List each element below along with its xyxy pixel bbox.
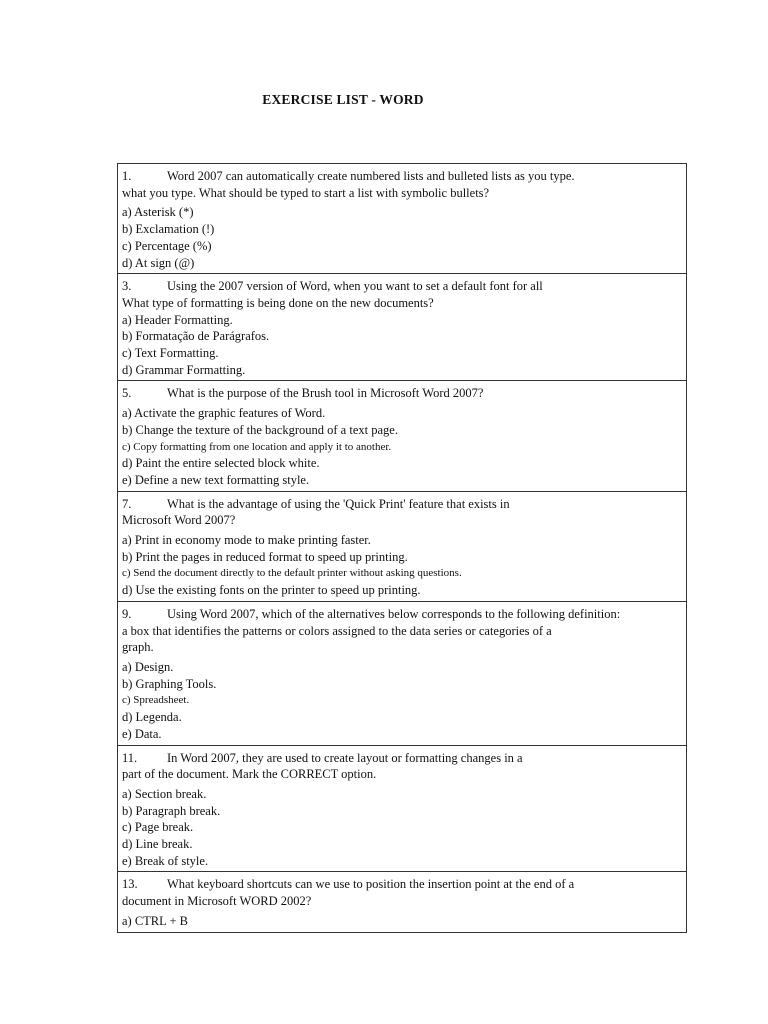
answer-option: d) Grammar Formatting. [122,362,246,377]
answer-options [122,312,682,379]
answer-option: c) Copy formatting from one location and apply it to another. [122,440,392,453]
question-row [118,381,687,491]
answer-option: b) Paragraph break. [122,803,221,818]
answer-option: a) Asterisk (*) [122,205,194,220]
question-cell [118,491,687,601]
question-text: document in Microsoft WORD 2002? [122,894,312,909]
answer-option: c) Page break. [122,820,194,835]
question-table [117,163,687,933]
question-text: what you type. What should be typed to start a list with symbolic bullets? [122,185,490,200]
question-text: graph. [122,640,154,655]
question-text: 13. What keyboard shortcuts can we use to position the insertion point at the end of a [122,877,575,892]
question-text: Microsoft Word 2007? [122,513,236,528]
answer-option: c) Percentage (%) [122,238,212,253]
answer-option: d) Legenda. [122,710,182,725]
answer-option: c) Send the document directly to the default printer without asking questions. [122,567,462,580]
answer-option: b) Exclamation (!) [122,222,215,237]
answer-option: d) At sign (@) [122,255,195,270]
answer-option: e) Define a new text formatting style. [122,472,310,487]
question-number: 3. [122,279,132,294]
question-number: 13. [122,877,138,892]
question-row [118,274,687,381]
question-number: 7. [122,496,132,511]
answer-option: a) CTRL + B [122,913,188,928]
question-cell [118,872,687,932]
question-text: part of the document. Mark the CORRECT option. [122,767,377,782]
question-text: 5. What is the purpose of the Brush tool in Microsoft Word 2007? [122,386,484,401]
answer-option: a) Print in economy mode to make printing faster. [122,533,371,548]
question-cell [118,745,687,872]
answer-options [122,405,682,489]
answer-options [122,204,682,271]
answer-option: c) Spreadsheet. [122,694,190,707]
question-row [118,491,687,601]
question-cell [118,274,687,381]
answer-option: e) Break of style. [122,853,209,868]
answer-options [122,913,682,930]
question-text: What type of formatting is being done on the new documents? [122,295,434,310]
question-text: 3. Using the 2007 version of Word, when you want to set a default font for all [122,279,543,294]
answer-option: a) Design. [122,659,174,674]
answer-option: b) Graphing Tools. [122,676,217,691]
question-row [118,164,687,274]
answer-option: e) Data. [122,726,162,741]
question-cell [118,164,687,274]
question-text: 9. Using Word 2007, which of the alternatives below corresponds to the following definition: [122,606,621,621]
question-number: 1. [122,169,132,183]
question-number: 9. [122,606,132,621]
question-row [118,872,687,932]
answer-option: b) Print the pages in reduced format to speed up printing. [122,549,408,564]
answer-option: d) Line break. [122,837,193,852]
answer-option: a) Section break. [122,786,207,801]
answer-option: d) Paint the entire selected block white. [122,456,320,471]
page-title: EXERCISE LIST - WORD [262,92,424,107]
question-text: 1. Word 2007 can automatically create numbered lists and bulleted lists as you type. [122,169,575,183]
answer-options [122,786,682,870]
answer-options [122,659,682,743]
answer-option: b) Change the texture of the background of a text page. [122,422,398,437]
question-text: a box that identifies the patterns or colors assigned to the data series or categories of a [122,623,552,638]
answer-option: c) Text Formatting. [122,346,219,361]
answer-option: b) Formatação de Parágrafos. [122,329,270,344]
answer-options [122,532,682,599]
question-number: 5. [122,386,132,401]
question-cell [118,381,687,491]
answer-option: a) Header Formatting. [122,312,233,327]
question-row [118,745,687,872]
answer-option: d) Use the existing fonts on the printer to speed up printing. [122,583,421,598]
question-cell [118,601,687,745]
question-text: 7. What is the advantage of using the 'Quick Print' feature that exists in [122,496,510,511]
question-text: 11. In Word 2007, they are used to create layout or formatting changes in a [122,750,523,765]
question-number: 11. [122,750,138,765]
question-row [118,601,687,745]
answer-option: a) Activate the graphic features of Word. [122,406,326,421]
